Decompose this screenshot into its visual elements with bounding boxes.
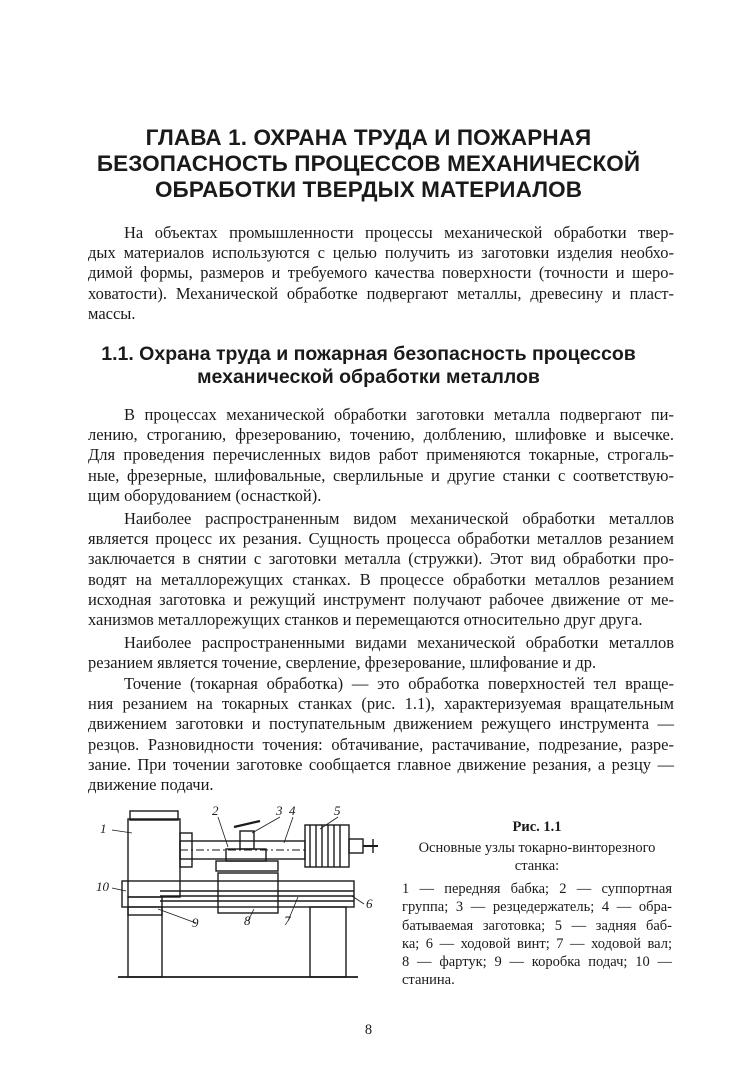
figure-label: 4 bbox=[289, 803, 296, 818]
chapter-title-line: БЕЗОПАСНОСТЬ ПРОЦЕССОВ МЕХАНИЧЕСКОЙ bbox=[96, 151, 641, 176]
figure-label: 5 bbox=[334, 803, 341, 818]
figure-label: 1 bbox=[100, 821, 107, 836]
figure-caption bbox=[402, 818, 672, 990]
legend-line: ка; 6 — ходовой винт; 7 — ходовой вал; bbox=[402, 935, 672, 952]
legend-line: группа; 3 — резцедержатель; 4 — обра- bbox=[402, 899, 672, 916]
text-line: ния резанием на токарных станках (рис. 1.1), характеризуемая вращательным bbox=[88, 694, 674, 714]
body-paragraph bbox=[88, 633, 674, 673]
chapter-title-line: ОБРАБОТКИ ТВЕРДЫХ МАТЕРИАЛОВ bbox=[154, 177, 583, 202]
figure-label: 8 bbox=[244, 913, 251, 928]
text-line: исходная заготовка и режущий инструмент получают рабочее движение от ме- bbox=[88, 589, 674, 609]
figure-title bbox=[402, 839, 672, 875]
text-line: движение подачи. bbox=[88, 774, 214, 794]
text-line: водят на металлорежущих станках. В процессе обработки металлов резанием bbox=[88, 569, 674, 589]
text-line: Для проведения перечисленных видов работ применяются токарные, строгаль- bbox=[88, 445, 674, 465]
text-line: В процессах механической обработки заготовки металла подвергают пи- bbox=[124, 405, 674, 424]
section-title-line: механической обработки металлов bbox=[197, 366, 540, 388]
figure-label: 10 bbox=[96, 879, 109, 894]
bed-shape bbox=[122, 881, 354, 907]
text-line: является процесс их резания. Сущность процесса обработки металлов резанием bbox=[88, 529, 674, 549]
text-line: ные, фрезерные, шлифовальные, сверлильные и другие станки с соответствую- bbox=[88, 465, 674, 485]
figure-number: Рис. 1.1 bbox=[512, 819, 562, 835]
legend-line: 1 — передняя бабка; 2 — суппортная bbox=[402, 881, 672, 897]
figure-legend bbox=[402, 880, 672, 990]
chapter-title bbox=[80, 125, 657, 203]
lathe-diagram bbox=[88, 803, 388, 983]
chapter-title-line: ГЛАВА 1. ОХРАНА ТРУДА И ПОЖАРНАЯ bbox=[145, 125, 592, 150]
page-number: 8 bbox=[364, 1022, 373, 1038]
text-line: ховатости). Механической обработке подвергают металлы, древесину и пласт- bbox=[88, 283, 674, 303]
legend-line: станина. bbox=[402, 972, 455, 989]
text-line: массы. bbox=[88, 303, 136, 323]
text-line: движением заготовки и поступательным движением режущего инструмента — bbox=[88, 714, 674, 734]
text-line: щим оборудованием (оснасткой). bbox=[88, 485, 322, 505]
text-line: На объектах промышленности процессы механической обработки твер- bbox=[124, 223, 674, 242]
section-title-line: 1.1. Охрана труда и пожарная безопасность процессов bbox=[101, 343, 636, 365]
text-line: Наиболее распространенным видом механической обработки металлов bbox=[124, 509, 674, 528]
legend-line: батываемая заготовка; 5 — задняя баб- bbox=[402, 917, 672, 934]
body-paragraph bbox=[88, 674, 674, 795]
text-line: заключается в снятии с заготовки металла (стружки). Этот вид обработки про- bbox=[88, 549, 674, 569]
figure-label: 6 bbox=[366, 896, 373, 911]
text-line: резцов. Разновидности точения: обтачивание, растачивание, подрезание, разре- bbox=[88, 734, 674, 754]
text-line: Наиболее распространенными видами механической обработки металлов bbox=[124, 633, 674, 652]
figure-label: 3 bbox=[276, 803, 283, 818]
body-paragraph bbox=[88, 509, 674, 630]
figure-label: 2 bbox=[212, 803, 219, 818]
figure-label: 7 bbox=[284, 913, 291, 928]
figure-title-line: Основные узлы токарно-винторезного bbox=[418, 840, 656, 856]
text-line: резанием является точение, сверление, фрезерование, шлифование и др. bbox=[88, 653, 597, 673]
feed-box-shape bbox=[128, 897, 162, 915]
text-line: зание. При точении заготовке сообщается главное движение резания, а резцу — bbox=[88, 754, 674, 774]
text-line: ханизмов металлорежущих станков и перемещаются относительно друг друга. bbox=[88, 609, 643, 629]
intro-paragraph bbox=[88, 223, 674, 324]
text-line: димой формы, размеров и требуемого качества поверхности (точности и шеро- bbox=[88, 263, 674, 283]
text-line: дых материалов используются с целью получить из заготовки изделия необхо- bbox=[88, 243, 674, 263]
text-line: лению, строганию, фрезерованию, точению, долблению, шлифовке и высечке. bbox=[88, 425, 674, 445]
tailstock-shape bbox=[305, 825, 349, 867]
figure-label: 9 bbox=[192, 915, 199, 930]
body-paragraph bbox=[88, 405, 674, 506]
text-line: Точение (токарная обработка) — это обработка поверхностей тел враще- bbox=[124, 674, 674, 693]
lathe-figure bbox=[88, 803, 388, 983]
figure-title-line: станка: bbox=[514, 858, 560, 874]
section-title bbox=[80, 343, 657, 389]
headstock-shape bbox=[128, 819, 180, 897]
legend-line: 8 — фартук; 9 — коробка подач; 10 — bbox=[402, 954, 672, 971]
